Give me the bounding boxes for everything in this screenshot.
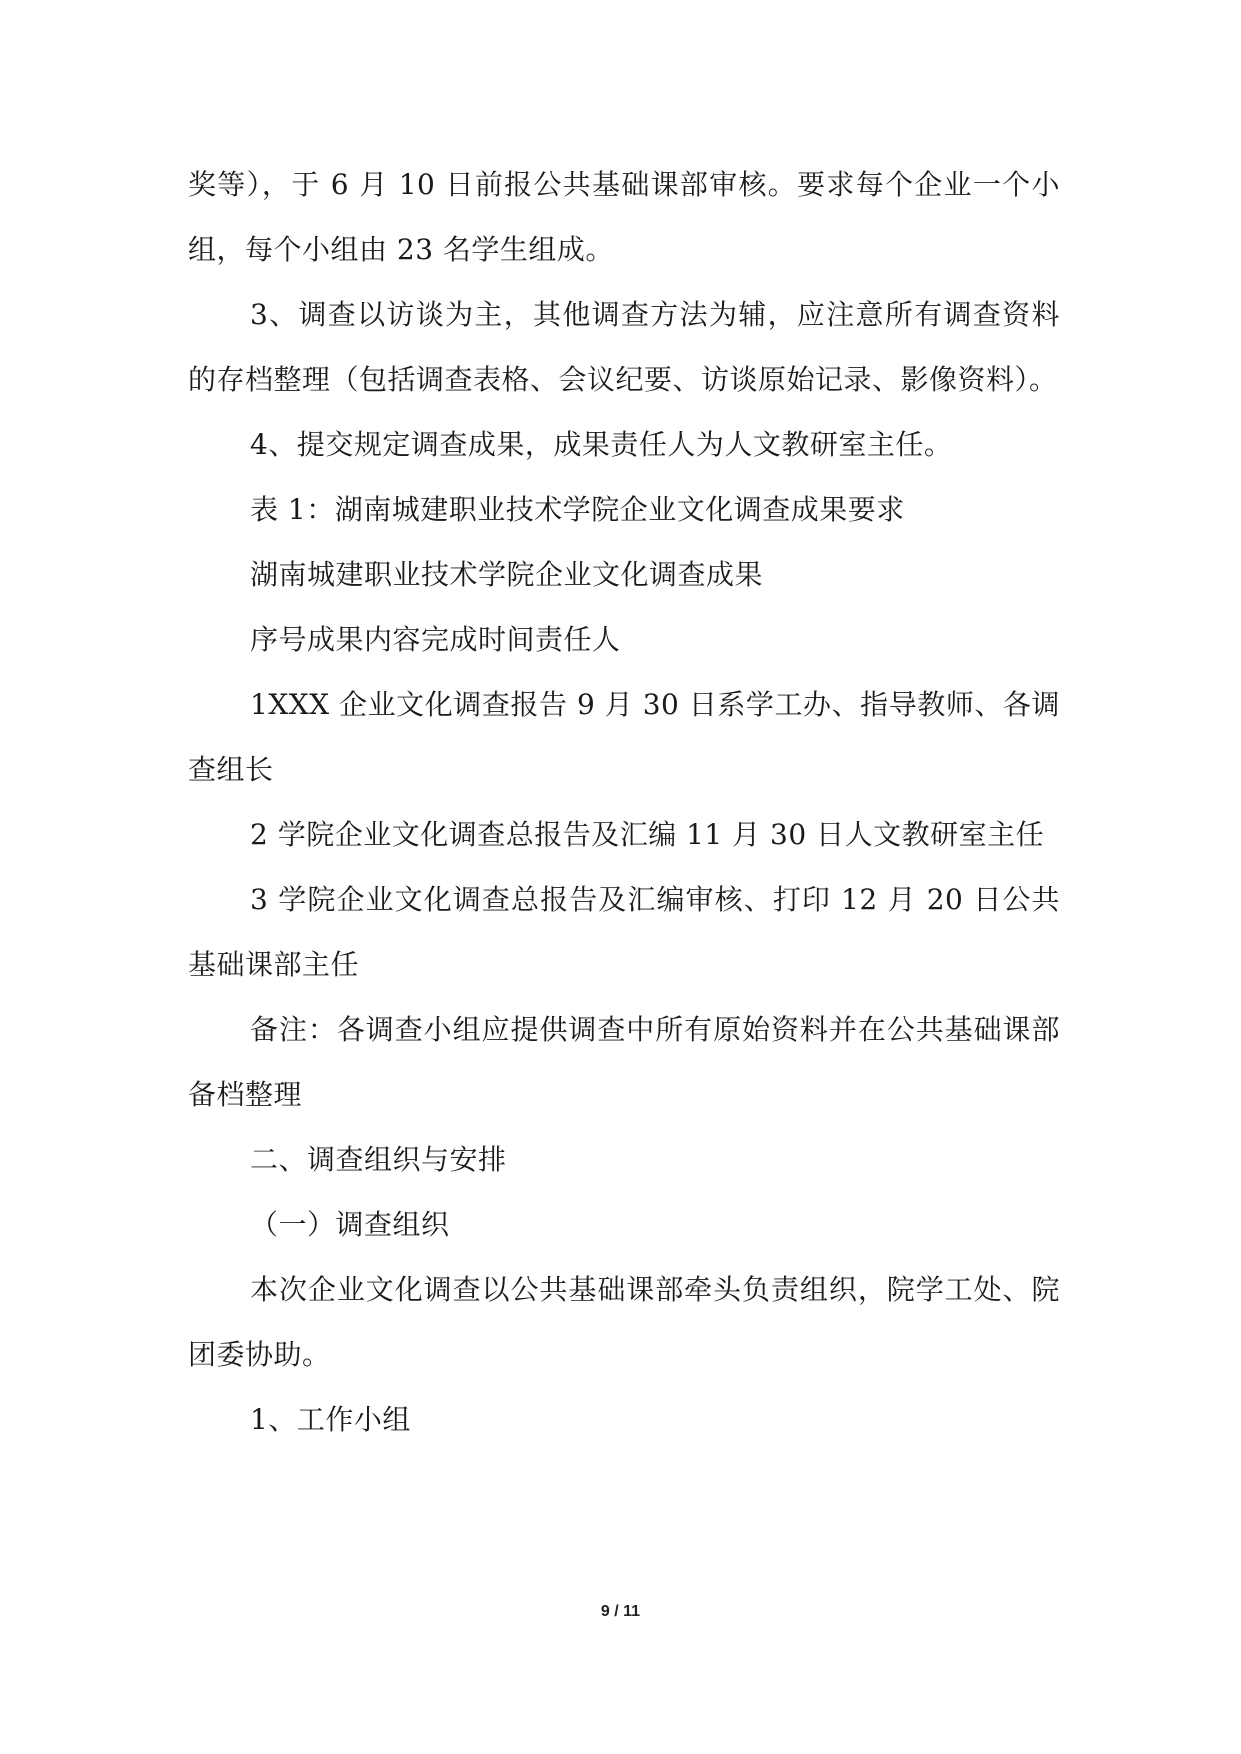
paragraph: 备注：各调查小组应提供调查中所有原始资料并在公共基础课部备档整理 [188,1013,1060,1111]
paragraph: 奖等），于 6 月 10 日前报公共基础课部审核。要求每个企业一个小组，每个小组由 23 名学生组成。 [188,168,1060,266]
paragraph: （一）调查组织 [250,1208,450,1241]
page-number: 9 / 11 [600,1603,641,1620]
paragraph: 序号成果内容完成时间责任人 [250,623,621,656]
paragraph: 2 学院企业文化调查总报告及汇编 11 月 30 日人文教研室主任 [250,818,1045,851]
paragraph: 3 学院企业文化调查总报告及汇编审核、打印 12 月 20 日公共基础课部主任 [188,883,1060,981]
paragraph: 本次企业文化调查以公共基础课部牵头负责组织，院学工处、院团委协助。 [188,1273,1060,1371]
paragraph: 二、调查组织与安排 [250,1143,507,1176]
paragraph: 表 1：湖南城建职业技术学院企业文化调查成果要求 [250,493,905,526]
paragraph: 湖南城建职业技术学院企业文化调查成果 [250,558,764,591]
document-body [188,152,1060,1452]
paragraph: 1、工作小组 [250,1403,411,1436]
paragraph: 4、提交规定调查成果，成果责任人为人文教研室主任。 [250,428,953,461]
paragraph: 3、调查以访谈为主，其他调查方法为辅，应注意所有调查资料的存档整理（包括调查表格、会议纪要、访谈原始记录、影像资料）。 [188,298,1060,396]
paragraph: 1XXX 企业文化调查报告 9 月 30 日系学工办、指导教师、各调查组长 [188,688,1060,786]
